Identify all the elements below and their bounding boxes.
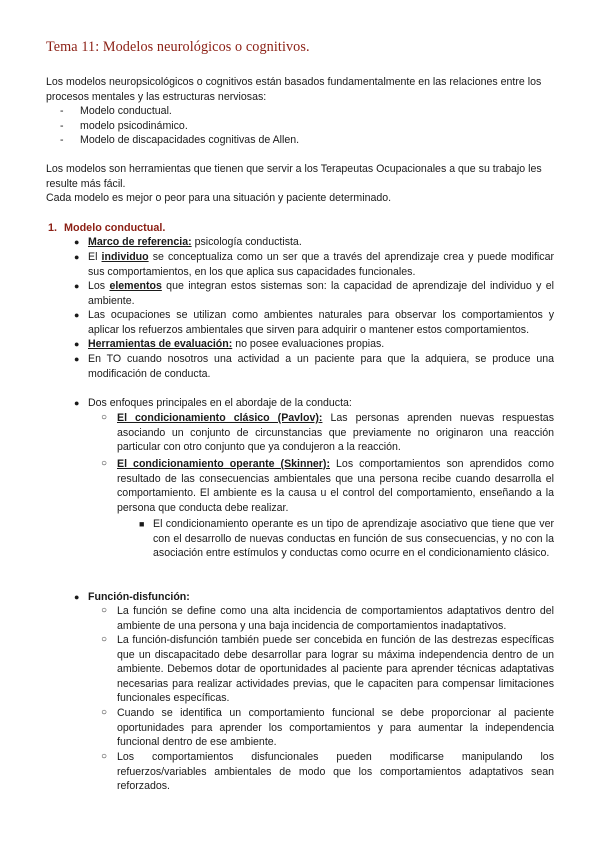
- dash-marker: -: [60, 105, 64, 117]
- bullet-text: psicología conductista.: [191, 236, 302, 248]
- circle-marker: ○: [101, 412, 108, 423]
- sub-bullet-text: Los comportamientos son aprendidos como resultado de las consecuencias ambientales que una persona recibe cuando desarrolla el comportamiento. El ambiente es la causa u el control del comportamiento, enseñando a la persona que conducta debe realizar.: [117, 458, 554, 514]
- circle-marker: ○: [101, 458, 108, 469]
- intro-text: Los modelos neuropsicológicos o cognitivos están basados fundamentalmente en las relaciones entre los procesos mentales y las estructuras nerviosas:: [46, 76, 542, 103]
- bullet-marker: ●: [74, 310, 80, 320]
- sub-bullet-item: [101, 411, 554, 455]
- list-item: [60, 133, 540, 148]
- bullet-marker: ●: [74, 252, 80, 262]
- circle-marker: ○: [101, 751, 108, 762]
- bullet-marker: ●: [74, 281, 80, 291]
- bullet-text: Los: [88, 280, 110, 292]
- section-heading: [48, 221, 165, 236]
- sub-bullet-label: El condicionamiento clásico (Pavlov):: [117, 412, 323, 424]
- bullet-label: elementos: [109, 280, 162, 292]
- circle-marker: ○: [101, 707, 108, 718]
- bullet-item: [74, 337, 554, 352]
- section-title: Modelo conductual.: [64, 222, 166, 234]
- bullet-label: Marco de referencia:: [88, 236, 192, 248]
- list-item: [60, 104, 540, 119]
- sub-bullet-item: [101, 457, 554, 515]
- paragraph-text: Cada modelo es mejor o peor para una situación y paciente determinado.: [46, 192, 392, 205]
- dash-marker: -: [60, 134, 64, 147]
- bullet-text: Las ocupaciones se utilizan como ambientes naturales para observar los comportamientos y aplicar los refuerzos ambientales que sirven para adquirir o mantener estos comportamientos.: [88, 309, 554, 336]
- sub-sub-bullet-text: El condicionamiento operante es un tipo de aprendizaje asociativo que tiene que ver con el desarrollo de nuevas conductas en función de sus consecuencias, y no con la asociación entre estímulos y conductas como ocurre en el condicionamiento clásico.: [153, 518, 554, 560]
- bullet-text: se conceptualiza como un ser que a través del aprendizaje crea y puede modificar sus comportamientos, en los que aplica sus capacidades funcionales.: [88, 251, 555, 278]
- sub-bullet-item: [101, 750, 554, 794]
- sub-bullet-text: Las personas aprenden nuevas respuestas asociando un conjunto de circunstancias que previamente no originaron una reacción particular con otro conjunto que ya condujeron a la reacción.: [117, 412, 554, 454]
- bullet-marker: ●: [74, 592, 80, 602]
- bullet-label: Herramientas de evaluación:: [88, 338, 233, 350]
- sub-bullet-item: [101, 706, 554, 750]
- bullet-label: Función-disfunción:: [88, 591, 190, 603]
- sub-bullet-item: [101, 633, 554, 706]
- sub-bullet-text: La función-disfunción también puede ser concebida en función de las destrezas específicas que un discapacitado debe desarrollar para lograr su máxima independencia dentro de un ambiente. Debemos dotar de oportunidades al paciente para aprender técnicas adaptativas necesarias para realizar actividades previas, que le capaciten para compensar limitaciones funcionales específicas.: [117, 634, 554, 705]
- intro-paragraph: [46, 75, 556, 104]
- bullet-marker: ●: [74, 339, 80, 349]
- bullet-text: El: [88, 251, 102, 263]
- bullet-marker: ●: [74, 354, 80, 364]
- sub-bullet-text: Los comportamientos disfuncionales pueden modificarse manipulando los refuerzos/variables ambientales de modo que los comportamientos adaptativos sean reforzados.: [117, 751, 554, 793]
- bullet-text: no posee evaluaciones propias.: [232, 338, 385, 350]
- sub-sub-bullet-item: [139, 517, 554, 561]
- bullet-text: En TO cuando nosotros una actividad a un paciente para que la adquiera, se produce una modificación de conducta.: [88, 353, 554, 380]
- list-item: [60, 119, 540, 134]
- bullet-item: [74, 235, 554, 250]
- bullet-item: [74, 352, 554, 381]
- paragraph-text: Los modelos son herramientas que tienen que servir a los Terapeutas Ocupacionales a que su trabajo les resulte más fácil.: [46, 163, 542, 190]
- sub-bullet-text: La función se define como una alta incidencia de comportamientos adaptativos dentro del ambiente de una persona y una baja incidencia de comportamientos inadaptativos.: [117, 605, 554, 632]
- paragraph-2: [46, 162, 558, 206]
- bullet-label: individuo: [101, 251, 149, 263]
- sub-bullet-text: Cuando se identifica un comportamiento funcional se debe proporcionar al paciente oportunidades para aprender los comportamientos y para aumentar la independencia funcional dentro de ese ambiente.: [117, 707, 554, 749]
- bullet-marker: ●: [74, 398, 80, 408]
- section-number: 1.: [48, 222, 58, 234]
- bullet-item: [74, 279, 554, 308]
- list-item-text: Modelo de discapacidades cognitivas de Allen.: [80, 134, 300, 147]
- bullet-text: que integran estos sistemas son: la capacidad de aprendizaje del individuo y el ambiente.: [88, 280, 554, 307]
- bullet-item: [74, 396, 554, 411]
- sub-bullet-label: El condicionamiento operante (Skinner):: [117, 458, 330, 470]
- bullet-item: [74, 250, 555, 279]
- circle-marker: ○: [101, 634, 108, 645]
- list-item-text: Modelo conductual.: [80, 105, 172, 117]
- square-marker: ■: [139, 519, 145, 529]
- sub-bullet-item: [101, 604, 554, 633]
- bullet-item: [74, 308, 554, 337]
- dash-marker: -: [60, 119, 64, 132]
- model-list: [60, 104, 540, 148]
- circle-marker: ○: [101, 605, 108, 616]
- bullet-item: [74, 590, 554, 605]
- bullet-marker: ●: [74, 237, 80, 247]
- page-title: Tema 11: Modelos neurológicos o cognitivos.: [46, 39, 310, 55]
- list-item-text: modelo psicodinámico.: [80, 119, 188, 132]
- bullet-text: Dos enfoques principales en el abordaje de la conducta:: [88, 397, 352, 409]
